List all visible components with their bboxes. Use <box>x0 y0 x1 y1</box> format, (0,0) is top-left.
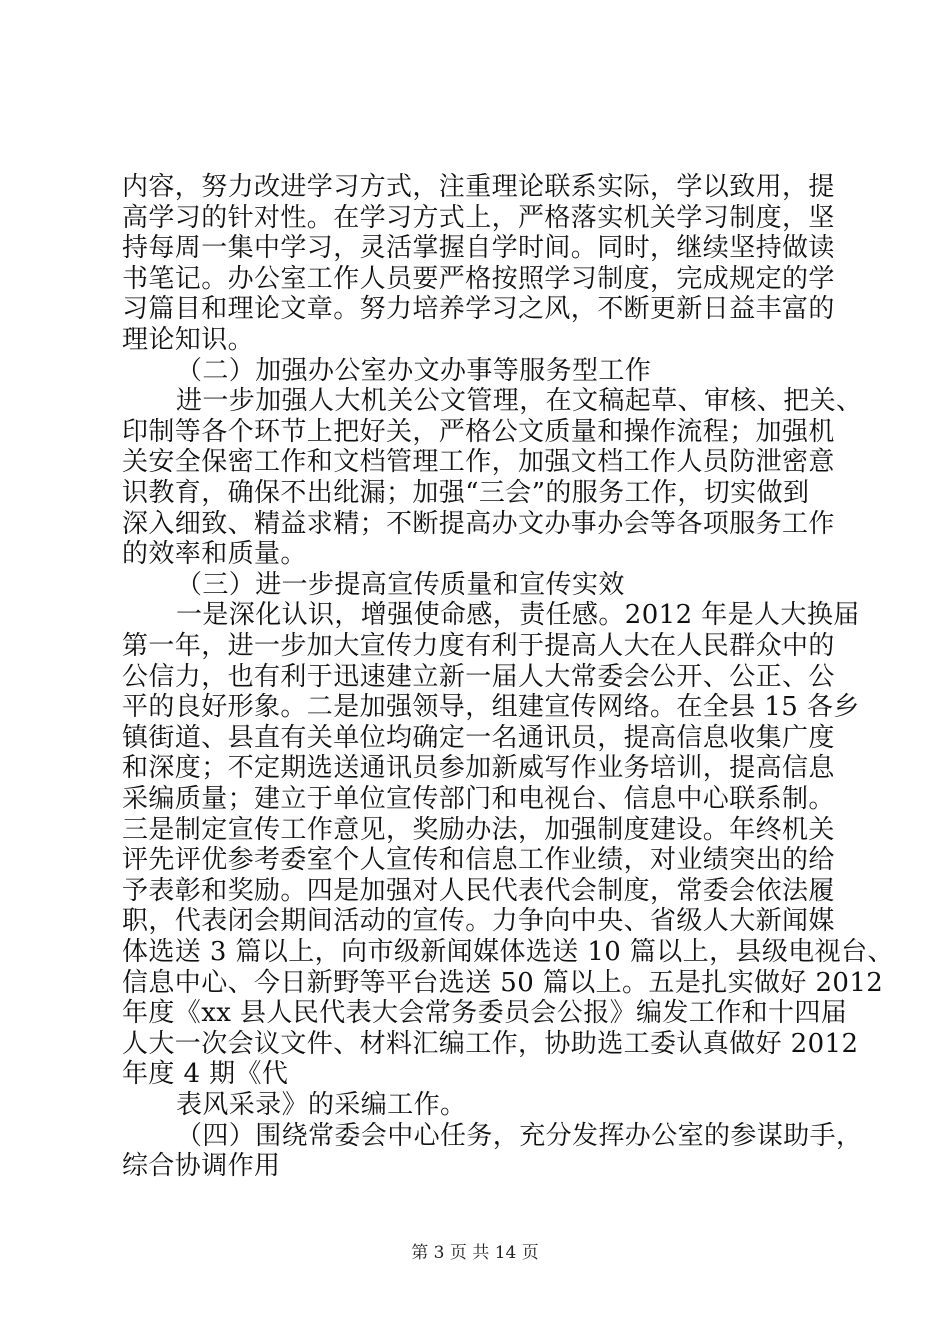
body-line: 关安全保密工作和文档管理工作，加强文档工作人员防泄密意 <box>122 447 835 478</box>
body-line: 高学习的针对性。在学习方式上，严格落实机关学习制度，坚 <box>122 202 835 233</box>
body-line: 评先评优参考委室个人宣传和信息工作业绩，对业绩突出的给 <box>122 845 835 876</box>
section-heading: （二）加强办公室办文办事等服务型工作 <box>176 355 652 386</box>
body-line: 持每周一集中学习，灵活掌握自学时间。同时，继续坚持做读 <box>122 233 835 264</box>
body-line: 人大一次会议文件、材料汇编工作，协助选工委认真做好 2012 <box>122 1028 859 1059</box>
body-line: 体选送 3 篇以上，向市级新闻媒体选送 10 篇以上，县级电视台、 <box>122 937 894 967</box>
body-line: 综合协调作用 <box>122 1151 281 1182</box>
body-line: 印制等各个环节上把好关，严格公文质量和操作流程；加强机 <box>122 416 835 447</box>
body-line: 内容，努力改进学习方式，注重理论联系实际，学以致用，提 <box>122 172 835 202</box>
body-line: 的效率和质量。 <box>122 539 307 570</box>
body-line: 镇街道、县直有关单位均确定一名通讯员，提高信息收集广度 <box>122 722 835 753</box>
body-line: 一是深化认识，增强使命感，责任感。2012 年是人大换届 <box>176 600 860 631</box>
body-line: 职，代表闭会期间活动的宣传。力争向中央、省级人大新闻媒 <box>122 906 835 937</box>
body-line: 进一步加强人大机关公文管理，在文稿起草、审核、把关、 <box>176 386 863 417</box>
section-heading: （三）进一步提高宣传质量和宣传实效 <box>176 569 625 600</box>
body-line: 三是制定宣传工作意见，奖励办法，加强制度建设。年终机关 <box>122 814 835 845</box>
body-line: 平的良好形象。二是加强领导，组建宣传网络。在全县 15 各乡 <box>122 692 860 723</box>
section-heading: （四）围绕常委会中心任务，充分发挥办公室的参谋助手， <box>176 1120 863 1151</box>
body-line: 表风采录》的采编工作。 <box>176 1090 467 1120</box>
body-line: 习篇目和理论文章。努力培养学习之风，不断更新日益丰富的 <box>122 294 835 325</box>
page-number: 第 3 页 共 14 页 <box>411 1243 539 1263</box>
body-line: 采编质量；建立于单位宣传部门和电视台、信息中心联系制。 <box>122 784 835 814</box>
body-line: 第一年，进一步加大宣传力度有利于提高人大在人民群众中的 <box>122 631 835 661</box>
body-line: 理论知识。 <box>122 325 255 355</box>
body-line: 深入细致、精益求精；不断提高办文办事办会等各项服务工作 <box>122 508 835 539</box>
body-line: 年度 4 期《代 <box>122 1059 289 1090</box>
body-line: 信息中心、今日新野等平台选送 50 篇以上。五是扎实做好 2012 <box>122 967 884 998</box>
body-line: 书笔记。办公室工作人员要严格按照学习制度，完成规定的学 <box>122 263 835 294</box>
body-line: 识教育，确保不出纰漏；加强“三会”的服务工作，切实做到 <box>122 478 810 508</box>
body-line: 公信力，也有利于迅速建立新一届人大常委会公开、公正、公 <box>122 661 835 692</box>
body-line: 予表彰和奖励。四是加强对人民代表代会制度，常委会依法履 <box>122 875 835 906</box>
body-line: 和深度；不定期选送通讯员参加新威写作业务培训，提高信息 <box>122 753 835 784</box>
body-line: 年度《xx 县人民代表大会常务委员会公报》编发工作和十四届 <box>122 998 848 1029</box>
